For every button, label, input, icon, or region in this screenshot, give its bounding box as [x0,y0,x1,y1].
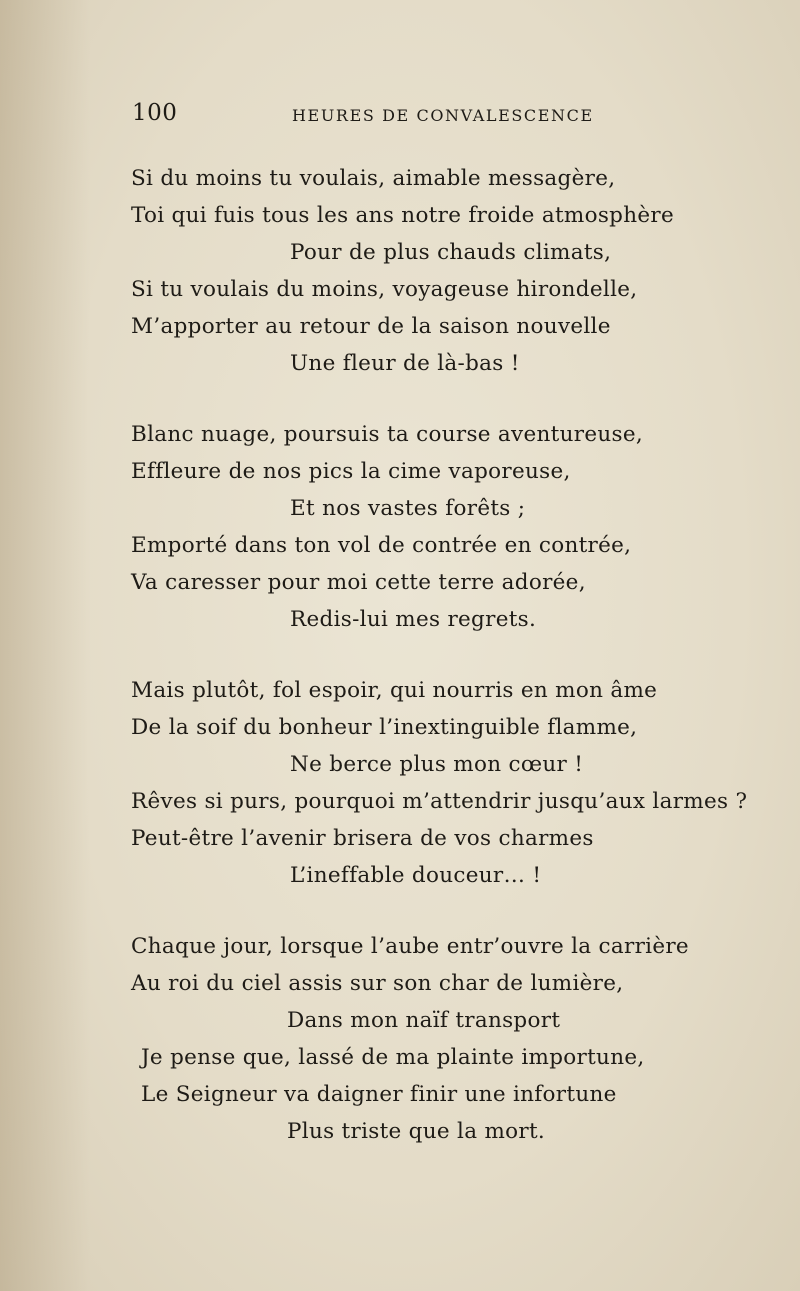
verse-line: M’apporter au retour de la saison nouvelle [131,314,611,339]
verse-line: Je pense que, lassé de ma plainte importune, [141,1045,645,1070]
verse-line: Si du moins tu voulais, aimable messagère, [131,166,616,191]
verse-line-indented: Et nos vastes forêts ; [290,496,526,521]
verse-line-indented: Ne berce plus mon cœur ! [290,752,584,777]
verse-line: Effleure de nos pics la cime vaporeuse, [131,459,571,484]
stanza-3 [0,672,800,894]
verse-line: Toi qui fuis tous les ans notre froide atmosphère [131,203,674,228]
stanza-2 [0,416,800,638]
verse-line-indented: L’ineffable douceur… ! [290,863,542,888]
verse-line: Le Seigneur va daigner finir une infortune [141,1082,617,1107]
running-title: HEURES DE CONVALESCENCE [292,106,594,125]
verse-line-indented: Pour de plus chauds climats, [290,240,612,265]
verse-line: De la soif du bonheur l’inextinguible flamme, [131,715,638,740]
page-header [0,100,800,132]
verse-line: Au roi du ciel assis sur son char de lumière, [131,971,624,996]
page-number: 100 [132,100,178,126]
stanza-1 [0,160,800,382]
verse-line: Emporté dans ton vol de contrée en contrée, [131,533,632,558]
verse-line: Chaque jour, lorsque l’aube entr’ouvre la carrière [131,934,689,959]
verse-line: Blanc nuage, poursuis ta course aventureuse, [131,422,643,447]
poem [0,160,800,1184]
verse-line: Si tu voulais du moins, voyageuse hirondelle, [131,277,638,302]
verse-line: Va caresser pour moi cette terre adorée, [131,570,586,595]
verse-line-indented: Plus triste que la mort. [287,1119,546,1144]
verse-line: Peut-être l’avenir brisera de vos charmes [131,826,594,851]
stanza-4 [0,928,800,1150]
verse-line: Rêves si purs, pourquoi m’attendrir jusqu’aux larmes ? [131,789,748,814]
verse-line: Mais plutôt, fol espoir, qui nourris en mon âme [131,678,658,703]
verse-line-indented: Une fleur de là-bas ! [290,351,520,376]
verse-line-indented: Dans mon naïf transport [287,1008,561,1033]
verse-line-indented: Redis-lui mes regrets. [290,607,537,632]
